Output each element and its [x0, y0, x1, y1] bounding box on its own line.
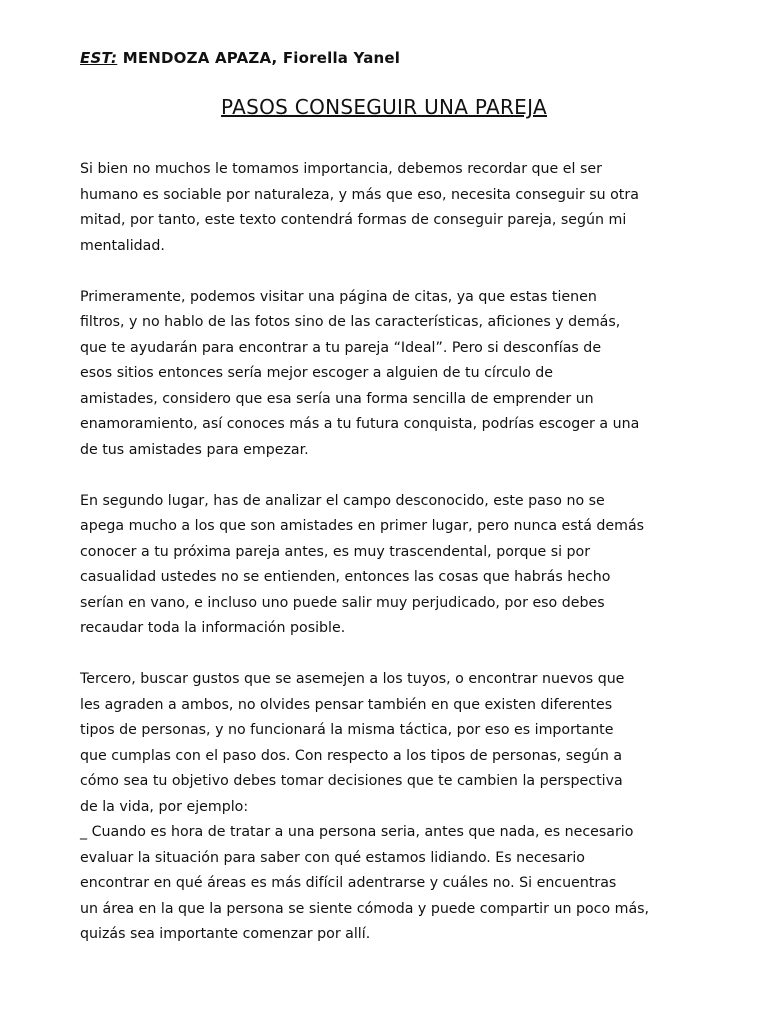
text-line: serían en vano, e incluso uno puede salir muy perjudicado, por eso debes — [80, 594, 605, 611]
text-line: casualidad ustedes no se entienden, entonces las cosas que habrás hecho — [80, 569, 611, 585]
text-line: esos sitios entonces sería mejor escoger a alguien de tu círculo de — [80, 365, 554, 381]
text-line: _ Cuando es hora de tratar a una persona seria, antes que nada, es necesario — [80, 824, 634, 840]
text-line: recaudar toda la información posible. — [80, 620, 346, 636]
text-line: les agraden a ambos, no olvides pensar también en que existen diferentes — [80, 696, 613, 713]
text-line: Tercero, buscar gustos que se asemejen a los tuyos, o encontrar nuevos que — [80, 671, 625, 687]
text-line: de la vida, por ejemplo: — [80, 798, 249, 815]
paragraph-intro — [80, 157, 720, 259]
text-line: mitad, por tanto, este texto contendrá formas de conseguir pareja, según mi — [80, 212, 627, 228]
text-line: quizás sea importante comenzar por allí. — [80, 926, 371, 942]
text-line: En segundo lugar, has de analizar el campo desconocido, este paso no se — [80, 492, 605, 509]
student-name: MENDOZA APAZA, Fiorella Yanel — [122, 49, 401, 67]
text-line: encontrar en qué áreas es más difícil adentrarse y cuáles no. Si encuentras — [80, 875, 617, 891]
paragraph-third-step — [80, 667, 720, 948]
text-line: Primeramente, podemos visitar una página de citas, ya que estas tienen — [80, 288, 597, 305]
text-line: filtros, y no hablo de las fotos sino de las características, aficiones y demás, — [80, 314, 621, 330]
student-header — [80, 49, 400, 67]
text-line: de tus amistades para empezar. — [80, 441, 309, 458]
text-line: humano es sociable por naturaleza, y más que eso, necesita conseguir su otra — [80, 186, 639, 203]
text-line: cómo sea tu objetivo debes tomar decisiones que te cambien la perspectiva — [80, 773, 623, 789]
document-body — [80, 157, 720, 973]
text-line: que te ayudarán para encontrar a tu pareja “Ideal”. Pero si desconfías de — [80, 339, 602, 356]
text-line: evaluar la situación para saber con qué estamos lidiando. Es necesario — [80, 849, 585, 866]
paragraph-second-step — [80, 489, 720, 642]
document-title: PASOS CONSEGUIR UNA PAREJA — [221, 95, 547, 119]
student-label: EST: — [80, 49, 118, 67]
text-line: conocer a tu próxima pareja antes, es muy trascendental, porque si por — [80, 543, 591, 560]
text-line: tipos de personas, y no funcionará la misma táctica, por eso es importante — [80, 722, 614, 738]
text-line: enamoramiento, así conoces más a tu futura conquista, podrías escoger a una — [80, 416, 640, 432]
text-line: apega mucho a los que son amistades en primer lugar, pero nunca está demás — [80, 518, 645, 534]
text-line: amistades, considero que esa sería una forma sencilla de emprender un — [80, 390, 594, 407]
text-line: mentalidad. — [80, 237, 165, 254]
paragraph-first-step — [80, 285, 720, 464]
text-line: que cumplas con el paso dos. Con respecto a los tipos de personas, según a — [80, 747, 623, 764]
text-line: un área en la que la persona se siente cómoda y puede compartir un poco más, — [80, 900, 650, 917]
text-line: Si bien no muchos le tomamos importancia, debemos recordar que el ser — [80, 161, 602, 177]
